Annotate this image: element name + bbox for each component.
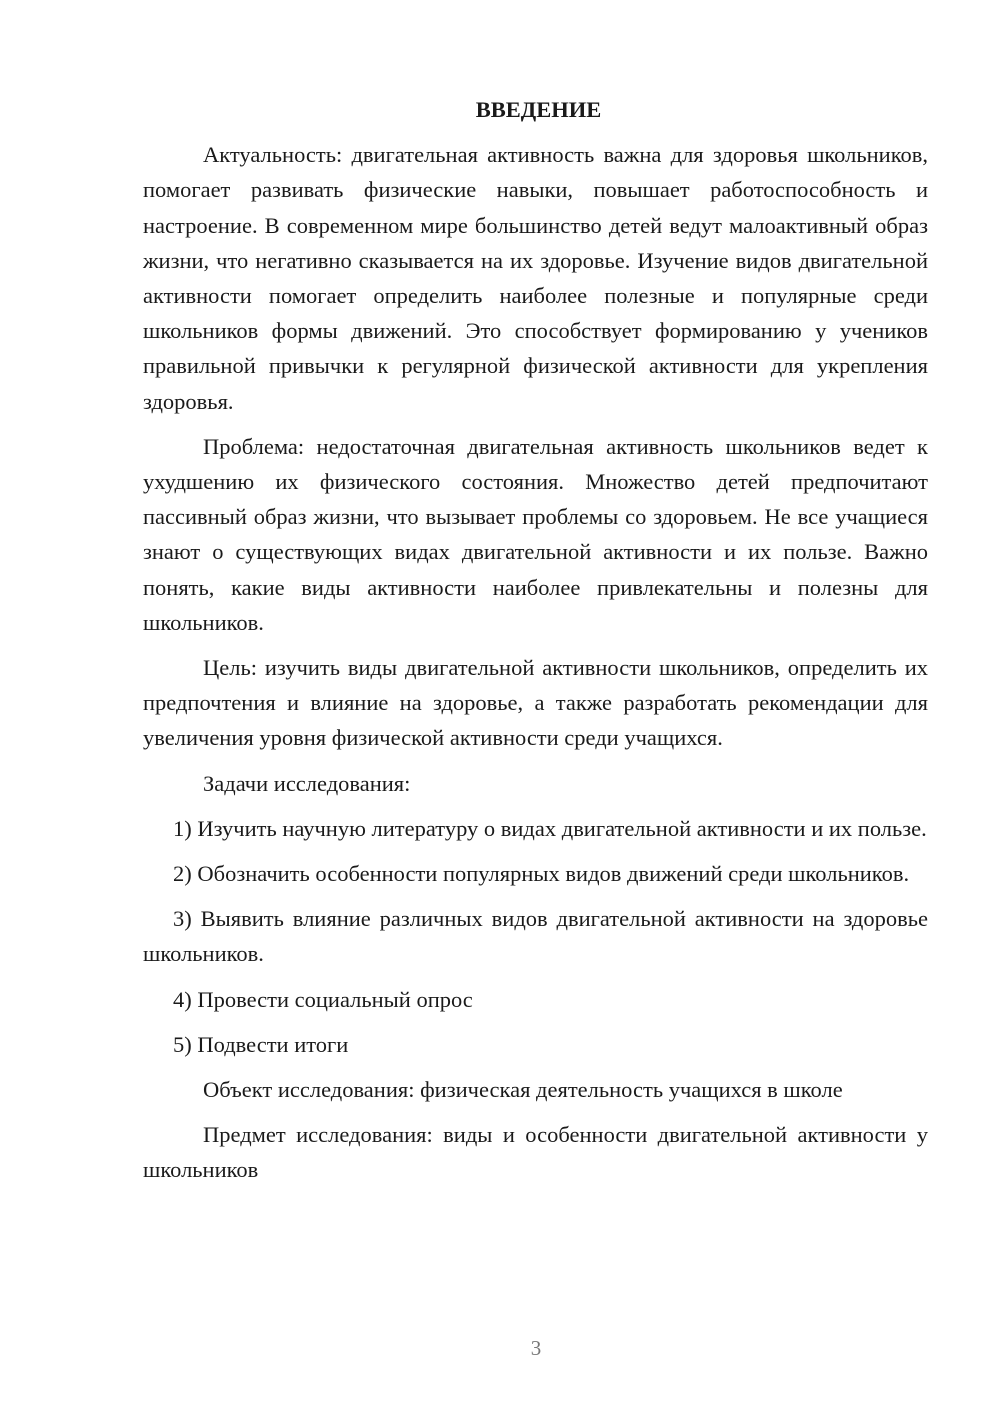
task-item: 4) Провести социальный опрос: [173, 986, 473, 1012]
relevance-paragraph: Актуальность: двигательная активность важна для здоровья школьников, помогает развивать физические навыки, повышает работоспособность и настроение. В современном мире большинство детей ведут малоактивный образ жизни, что негативно сказывается на их здоровье. Изучение видов двигательной активности помогает определить наиболее полезные и популярные среди школьников формы движений. Это способствует формированию у учеников правильной привычки к регулярной физической активности для укрепления здоровья.: [143, 142, 928, 414]
problem-paragraph: Проблема: недостаточная двигательная активность школьников ведет к ухудшению их физического состояния. Множество детей предпочитают пассивный образ жизни, что вызывает проблемы со здоровьем. Не все учащиеся знают о существующих видах двигательной активности и их пользе. Важно понять, какие виды активности наиболее привлекательны и полезны для школьников.: [143, 433, 928, 635]
tasks-heading: Задачи исследования:: [203, 770, 411, 796]
page-title: ВВЕДЕНИЕ: [475, 97, 602, 122]
tasks-list: [143, 811, 928, 1062]
page-content: [143, 92, 928, 1188]
page-number: 3: [530, 1336, 542, 1360]
task-item: 1) Изучить научную литературу о видах двигательной активности и их пользе.: [173, 815, 927, 841]
goal-paragraph: Цель: изучить виды двигательной активности школьников, определить их предпочтения и влияние на здоровье, а также разработать рекомендации для увеличения уровня физической активности среди учащихся.: [143, 655, 928, 751]
subject-paragraph: Предмет исследования: виды и особенности двигательной активности у школьников: [143, 1122, 928, 1183]
task-item: 5) Подвести итоги: [173, 1031, 349, 1057]
task-item: 2) Обозначить особенности популярных видов движений среди школьников.: [173, 861, 910, 887]
object-paragraph: Объект исследования: физическая деятельность учащихся в школе: [203, 1077, 843, 1103]
task-item: 3) Выявить влияние различных видов двигательной активности на здоровье школьников.: [143, 906, 928, 967]
